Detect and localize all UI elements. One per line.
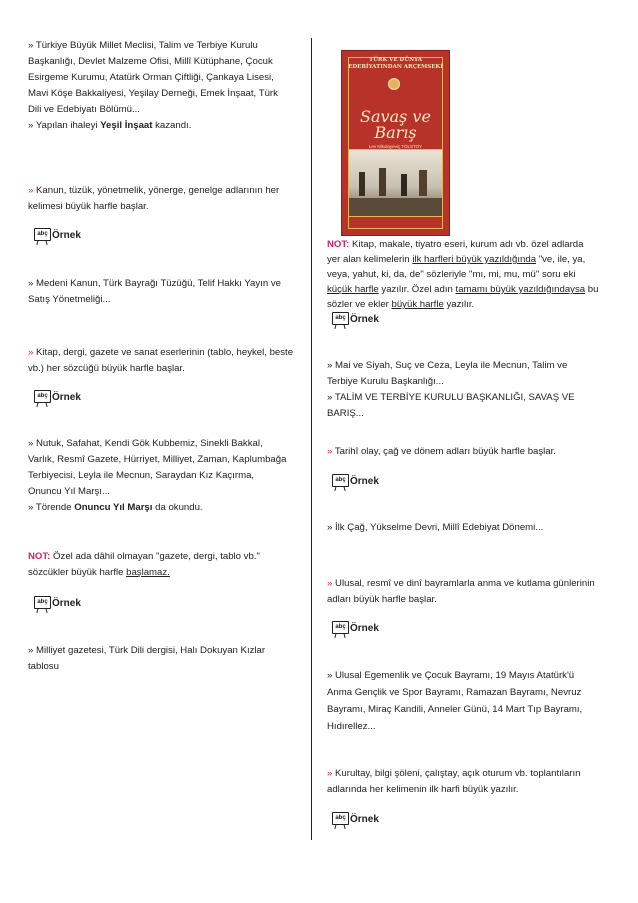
note-common-nouns: NOT: Özel ada dâhil olmayan "gazete, dergi, tablo vb." sözcükler büyük harfle başlamaz. <box>28 551 260 578</box>
holidays-examples: » Ulusal Egemenlik ve Çocuk Bayramı, 19 Mayıs Atatürk'ü Anma Gençlik ve Spor Bayramı, Ramazan Bayramı, Nevruz Bayramı, Miraç Kandili, Anneler Günü, 14 Mart Tıp Bayramı, Hıdırellez... <box>327 670 583 732</box>
rule-historic-events: » Tarihî olay, çağ ve dönem adları büyük harfle başlar. <box>327 446 556 457</box>
example-heading: abç Örnek <box>34 228 81 244</box>
example-heading: abç Örnek <box>34 596 81 612</box>
column-divider <box>311 38 312 840</box>
rule-marker: » <box>327 578 333 589</box>
blackboard-icon: abç <box>34 390 50 406</box>
left-block-institutions <box>28 38 290 134</box>
laws-examples: » Medeni Kanun, Türk Bayrağı Tüzüğü, Telif Hakkı Yayın ve Satış Yönetmeliği... <box>28 278 281 305</box>
battle-scene-illustration <box>348 149 443 217</box>
blackboard-icon: abç <box>34 596 50 612</box>
institutions-sentence: » Yapılan ihaleyi Yeşil İnşaat kazandı. <box>28 120 192 131</box>
example-heading: abç Örnek <box>332 312 379 328</box>
book-title: Savaş ve Barış <box>360 107 431 142</box>
book-author: Lev Nikolayeviç TOLSTOY <box>368 144 423 149</box>
note-conjunctions: NOT: Kitap, makale, tiyatro eseri, kurum adı vb. özel adlarda yer alan kelimelerin ilk harfleri büyük yazıldığında "ve, ile, ya, veya, yahut, ki, da, de" sözleriyle "mı, mi, mu, mü" soru eki küçük harfle yazılır. Özel adın tamamı büyük yazıldığındaysa bu sözler ve ekler büyük harfle yazılır. <box>327 239 599 310</box>
note-label: NOT: <box>28 551 51 562</box>
blackboard-icon: abç <box>332 812 348 828</box>
book-series: TÜRK VE DÜNYA EDEBİYATINDAN ARÇEMSEKİ <box>348 57 443 70</box>
historic-events-examples: » İlk Çağ, Yükselme Devri, Millî Edebiyat Dönemi... <box>327 522 544 533</box>
rule-meetings: » Kurultay, bilgi şöleni, çalıştay, açık oturum vb. toplantıların adlarında her kelimenin ilk harfi büyük yazılır. <box>327 768 581 795</box>
blackboard-icon: abç <box>332 312 348 328</box>
rule-marker: » <box>28 347 34 358</box>
rule-laws: » Kanun, tüzük, yönetmelik, yönerge, genelge adlarının her kelimesi büyük harfle başlar. <box>28 185 280 212</box>
blackboard-icon: abç <box>34 228 50 244</box>
rule-marker: » <box>327 768 333 779</box>
works-examples: » Nutuk, Safahat, Kendi Gök Kubbemiz, Sinekli Bakkal, Varlık, Resmî Gazete, Hürriyet, Milliyet, Zaman, Kaplumbağa Terbiyecisi, Leyla ile Mecnun, Saraydan Kız Kaçırma, Onuncu Yıl Marşı... » Törende Onuncu Yıl Marşı da okundu. <box>28 438 287 513</box>
note-label: NOT: <box>327 239 350 250</box>
blackboard-icon: abç <box>332 621 348 637</box>
book-cover-image <box>341 50 450 236</box>
common-nouns-examples: » Milliyet gazetesi, Türk Dili dergisi, Halı Dokuyan Kızlar tablosu <box>28 645 266 672</box>
rule-marker: » <box>327 446 333 457</box>
example-heading: abç Örnek <box>332 621 379 637</box>
rule-marker: » <box>28 185 34 196</box>
example-heading: abç Örnek <box>332 474 379 490</box>
blackboard-icon: abç <box>332 474 348 490</box>
emblem-icon <box>388 78 400 90</box>
example-heading: abç Örnek <box>332 812 379 828</box>
conjunctions-examples: » Mai ve Siyah, Suç ve Ceza, Leyla ile Mecnun, Talim ve Terbiye Kurulu Başkanlığı... » TALİM VE TERBİYE KURULU BAŞKANLIĞI, SAVAŞ VE BARIŞ... <box>327 360 575 419</box>
institutions-examples: » Türkiye Büyük Millet Meclisi, Talim ve Terbiye Kurulu Başkanlığı, Devlet Malzeme Ofisi, Millî Kütüphane, Çocuk Esirgeme Kurumu, Atatürk Orman Çiftliği, Çankaya Lisesi, Mavi Köşe Bakkaliyesi, Yeşilay Derneği, Emek İnşaat, Türk Dili ve Edebiyatı Bölümü... <box>28 40 278 115</box>
example-heading: abç Örnek <box>34 390 81 406</box>
rule-holidays: » Ulusal, resmî ve dinî bayramlarla anma ve kutlama günlerinin adları büyük harfle başlar. <box>327 578 595 605</box>
rule-works: » Kitap, dergi, gazete ve sanat eserlerinin (tablo, heykel, beste vb.) her sözcüğü büyük harfle başlar. <box>28 347 294 374</box>
